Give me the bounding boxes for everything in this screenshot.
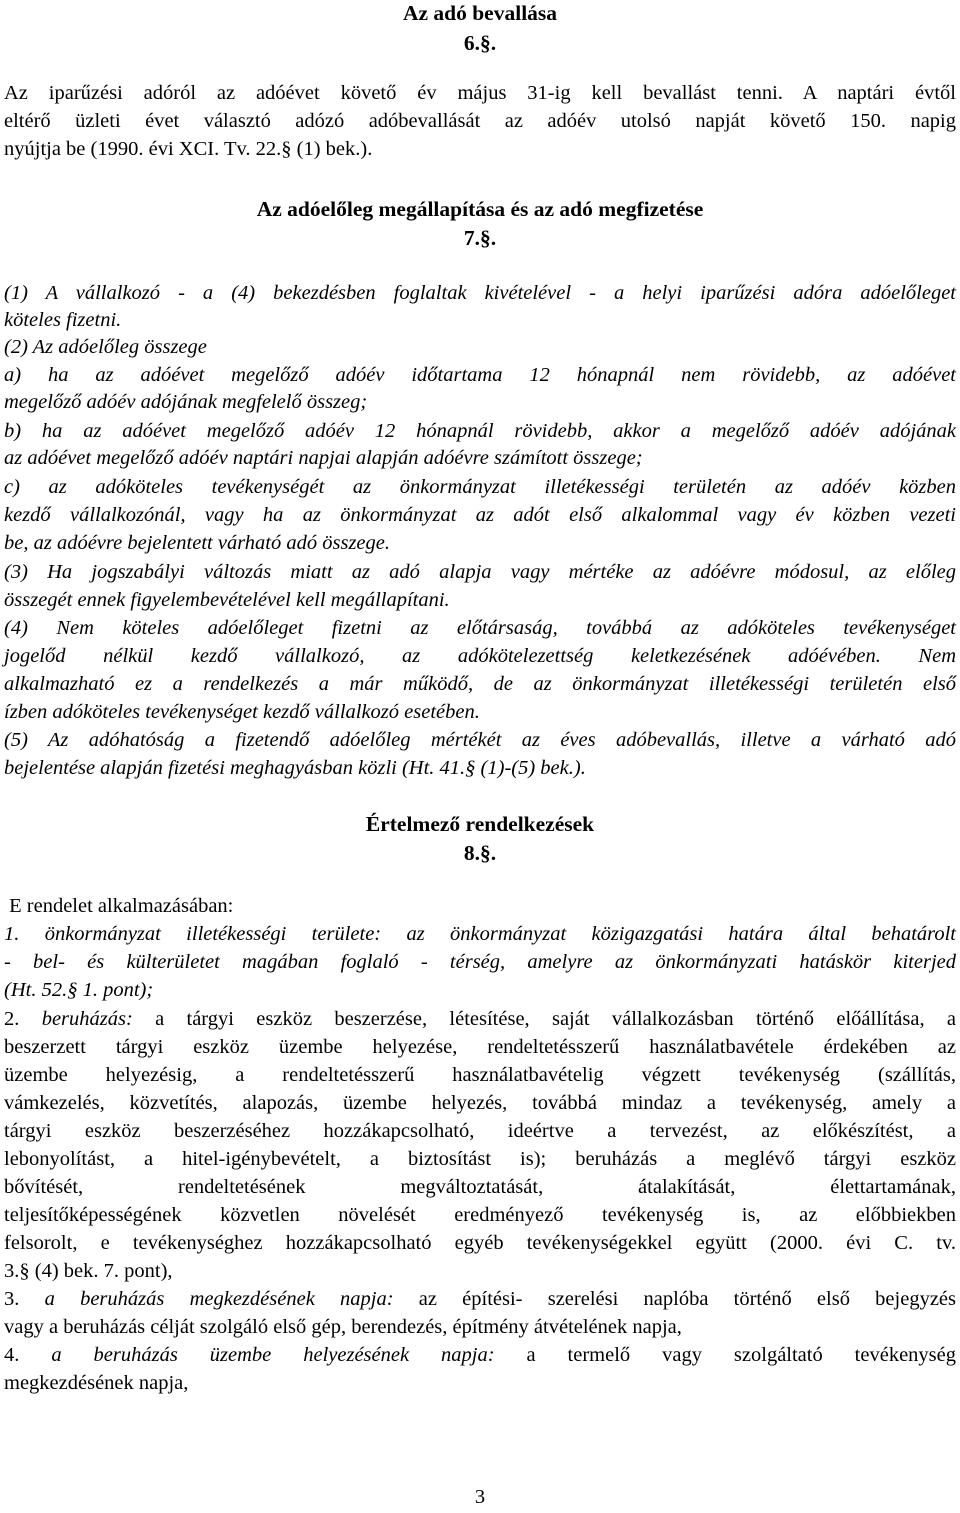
section-7-p1-line-1: (1) A vállalkozó - a (4) bekezdésben foglaltak kivételével - a helyi iparűzési adóra adóelőleget xyxy=(4,282,956,304)
section-7-p1-line-2: köteles fizetni. xyxy=(4,309,122,331)
section-7-p4-line-2: jogelőd nélkül kezdő vállalkozó, az adókötelezettség keletkezésének adóévében. Nem xyxy=(4,645,956,667)
section-6-number: 6.§. xyxy=(463,31,497,55)
item-3-line-2: vagy a beruházás célját szolgáló első gép, berendezés, építmény átvételének napja, xyxy=(4,1316,682,1338)
section-7-p3-line-2: összegét ennek figyelembevételével kell megállapítani. xyxy=(4,589,450,611)
item-2-line-3: üzembe helyezésig, a rendeltetésszerű használatbavételig végzett tevékenység (szállítás, xyxy=(4,1064,956,1086)
section-6-line-3: nyújtja be (1990. évi XCI. Tv. 22.§ (1) bek.). xyxy=(4,138,373,160)
section-7-p2b-line-1: b) ha az adóévet megelőző adóév 12 hónapnál rövidebb, akkor a megelőző adóév adójának xyxy=(4,420,956,442)
section-7-title: Az adóelőleg megállapítása és az adó megfizetése xyxy=(256,197,704,221)
item-1-line-1: 1. önkormányzat illetékességi területe: az önkormányzat közigazgatási határa által behatárolt xyxy=(4,923,956,945)
section-7-number: 7.§. xyxy=(463,226,497,250)
item-2-line-7: bővítését, rendeltetésének megváltoztatását, átalakítását, élettartamának, xyxy=(4,1176,956,1198)
section-7-p5-line-1: (5) Az adóhatóság a fizetendő adóelőleg mértékét az éves adóbevallás, illetve a várható adó xyxy=(4,729,956,751)
item-2-line-8: teljesítőképességének közvetlen növelését eredményező tevékenység is, az előbbiekben xyxy=(4,1204,956,1226)
item-3-number: 3. xyxy=(4,1288,45,1310)
section-7-p4-line-3: alkalmazható ez a rendelkezés a már működő, de az önkormányzat illetékességi területén első xyxy=(4,673,956,695)
section-7-p3-line-1: (3) Ha jogszabályi változás miatt az adó alapja vagy mértéke az adóévre módosul, az előleg xyxy=(4,561,956,583)
section-6-line-2: eltérő üzleti évet választó adózó adóbevallását az adóév utolsó napját követő 150. napig xyxy=(4,110,956,132)
page-number: 3 xyxy=(474,1486,486,1508)
section-7-p2a-line-1: a) ha az adóévet megelőző adóév időtartama 12 hónapnál nem rövidebb, az adóévet xyxy=(4,364,956,386)
item-2-line-4: vámkezelés, közvetítés, alapozás, üzembe helyezés, továbbá mindaz a tevékenység, amely a xyxy=(4,1092,956,1114)
item-2-term: beruházás: xyxy=(41,1008,133,1030)
section-7-p4-line-4: ízben adóköteles tevékenységet kezdő vállalkozó esetében. xyxy=(4,701,480,723)
item-1-line-3: (Ht. 52.§ 1. pont); xyxy=(4,979,154,1001)
section-7-p4-line-1: (4) Nem köteles adóelőleget fizetni az előtársaság, továbbá az adóköteles tevékenységet xyxy=(4,617,956,639)
item-2-line-6: lebonyolítást, a hitel-igénybevételt, a biztosítást is); beruházás a meglévő tárgyi eszköz xyxy=(4,1148,956,1170)
item-4-line-1 xyxy=(4,1342,956,1368)
section-8-title: Értelmező rendelkezések xyxy=(365,812,595,836)
section-6-title: Az adó bevallása xyxy=(402,1,558,25)
section-7-p2b-line-2: az adóévet megelőző adóév naptári napjai alapján adóévre számított összege; xyxy=(4,447,643,469)
item-1-line-2: - bel- és külterületet magában foglaló - térség, amelyre az önkormányzati hatáskör kiterjed xyxy=(4,951,956,973)
item-2-line-1 xyxy=(4,1006,956,1032)
item-2-line-5: tárgyi eszköz beszerzéséhez hozzákapcsolható, ideértve a tervezést, az előkészítést, a xyxy=(4,1120,956,1142)
section-7-p2-head: (2) Az adóelőleg összege xyxy=(4,336,207,358)
section-7-p2c-line-3: be, az adóévre bejelentett várható adó összege. xyxy=(4,532,390,554)
item-3-definition-start: az építési- szerelési naplóba történő első bejegyzés xyxy=(393,1288,956,1310)
item-4-term: a beruházás üzembe helyezésének napja: xyxy=(51,1344,495,1366)
section-6-line-1: Az iparűzési adóról az adóévet követő év május 31-ig kell bevallást tenni. A naptári évtől xyxy=(4,82,956,104)
section-8-number: 8.§. xyxy=(463,841,497,865)
section-8-intro: E rendelet alkalmazásában: xyxy=(4,895,234,917)
section-7-p2a-line-2: megelőző adóév adójának megfelelő összeg; xyxy=(4,391,368,413)
item-3-term: a beruházás megkezdésének napja: xyxy=(44,1288,394,1310)
item-4-definition-start: a termelő vagy szolgáltató tevékenység xyxy=(494,1344,957,1366)
item-2-number: 2. xyxy=(4,1008,42,1030)
section-7-p2c-line-2: kezdő vállalkozónál, vagy ha az önkormányzat az adót első alkalommal vagy év közben vezeti xyxy=(4,504,956,526)
item-4-number: 4. xyxy=(4,1344,52,1366)
item-2-line-9: felsorolt, e tevékenységhez hozzákapcsolható egyéb tevékenységekkel együtt (2000. évi C. tv. xyxy=(4,1232,956,1254)
section-7-p2c-line-1: c) az adóköteles tevékenységét az önkormányzat illetékességi területén az adóév közben xyxy=(4,476,956,498)
item-2-line-2: beszerzett tárgyi eszköz üzembe helyezése, rendeltetésszerű használatbavétele érdekében az xyxy=(4,1036,956,1058)
section-7-p5-line-2: bejelentése alapján fizetési meghagyásban közli (Ht. 41.§ (1)-(5) bek.). xyxy=(4,757,586,779)
item-4-line-2: megkezdésének napja, xyxy=(4,1372,189,1394)
item-3-line-1 xyxy=(4,1286,956,1312)
item-2-line-10: 3.§ (4) bek. 7. pont), xyxy=(4,1260,173,1282)
item-2-definition-start: a tárgyi eszköz beszerzése, létesítése, saját vállalkozásban történő előállítása, a xyxy=(132,1008,956,1030)
